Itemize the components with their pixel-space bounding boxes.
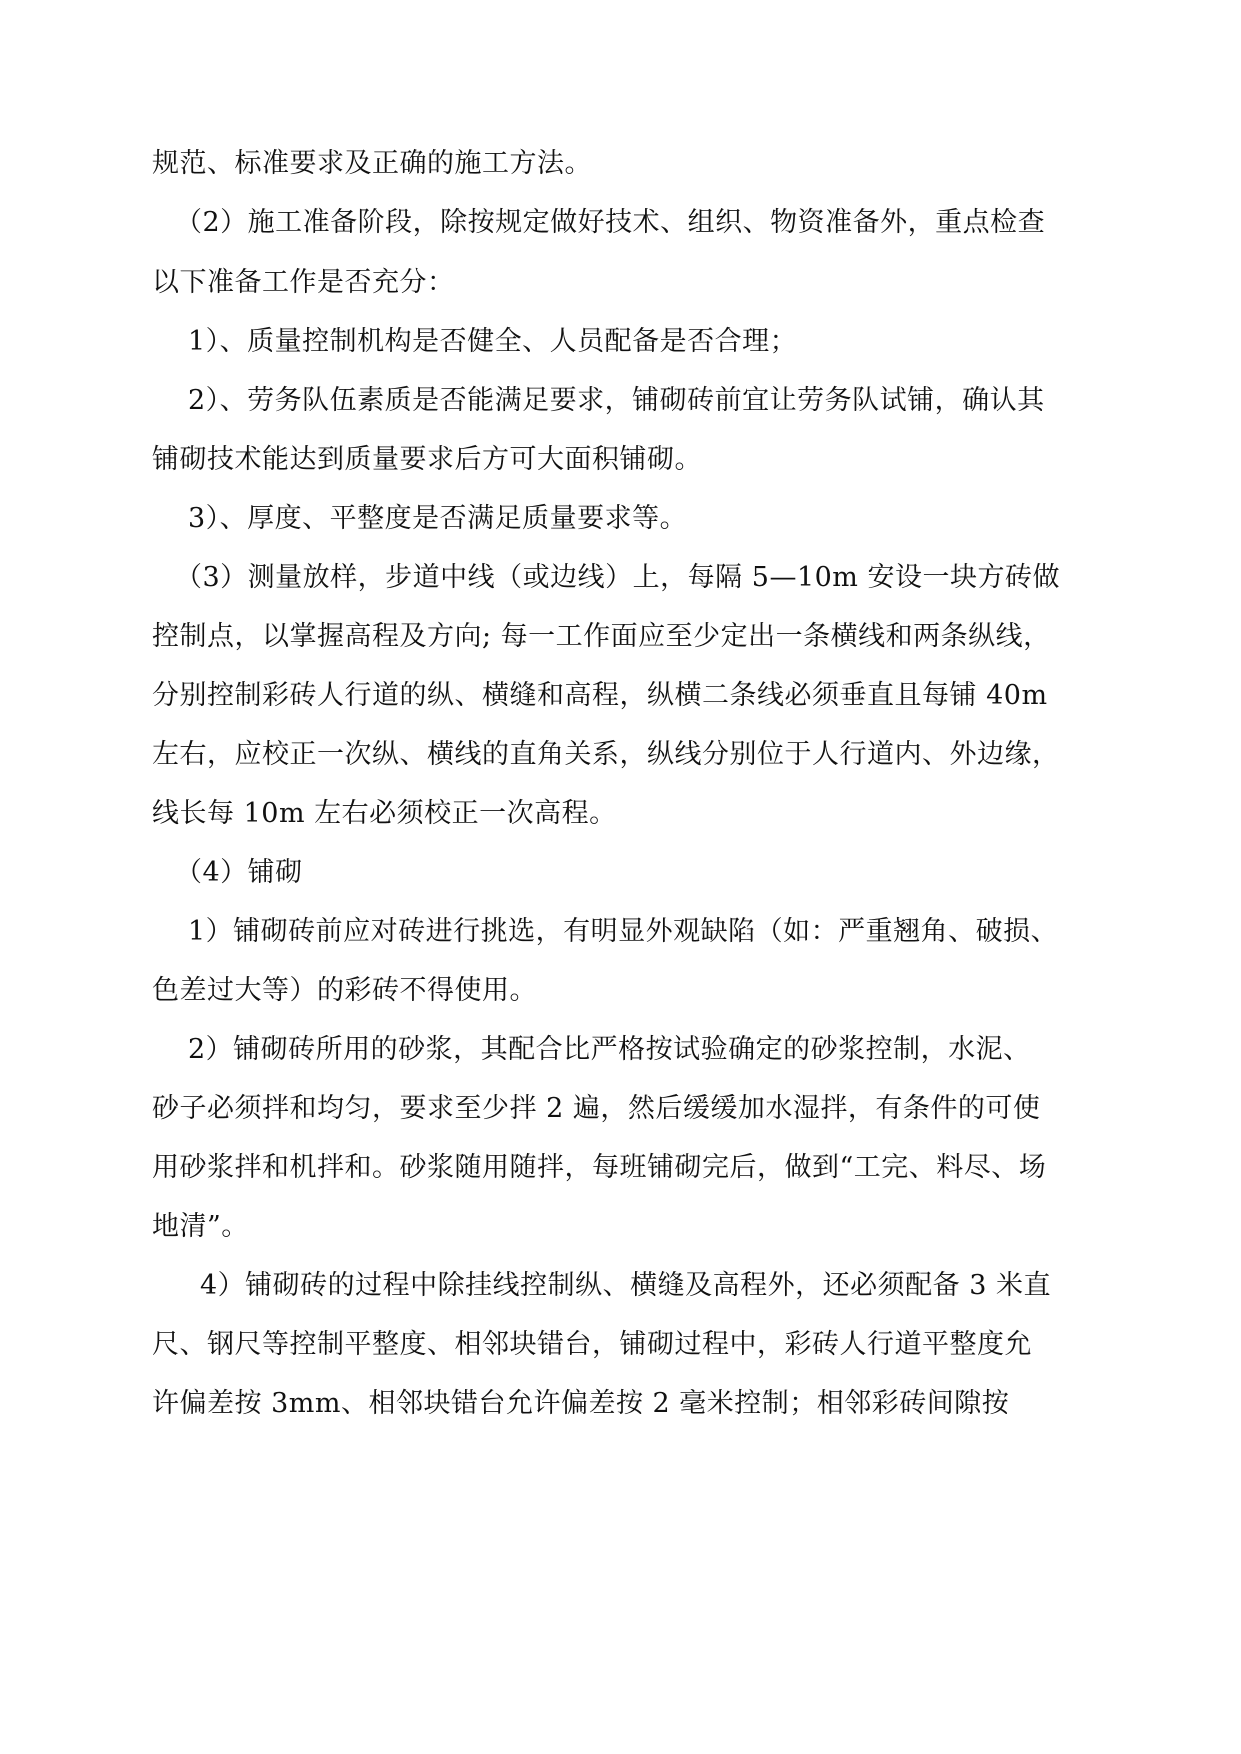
paragraph-3-line-1: （3）测量放样，步道中线（或边线）上，每隔 5—10m 安设一块方砖做	[175, 562, 1060, 593]
paragraph-3-line-2: 控制点，以掌握高程及方向; 每一工作面应至少定出一条横线和两条纵线，	[152, 621, 1051, 652]
sub-item-2-line-1: 2）铺砌砖所用的砂浆，其配合比严格按试验确定的砂浆控制，水泥、	[188, 1034, 1031, 1065]
paragraph-3-line-5: 线长每 10m 左右必须校正一次高程。	[152, 798, 617, 829]
sub-item-4-line-1: 4）铺砌砖的过程中除挂线控制纵、横缝及高程外，还必须配备 3 米直	[200, 1270, 1052, 1301]
text-line-1: 规范、标准要求及正确的施工方法。	[152, 148, 592, 179]
paragraph-3-line-4: 左右，应校正一次纵、横线的直角关系，纵线分别位于人行道内、外边缘，	[152, 739, 1060, 770]
sub-item-2-line-3: 用砂浆拌和机拌和。砂浆随用随拌，每班铺砌完后，做到“工完、料尽、场	[152, 1152, 1047, 1183]
sub-item-1-line-1: 1）铺砌砖前应对砖进行挑选，有明显外观缺陷（如：严重翘角、破损、	[188, 916, 1059, 947]
paragraph-2-line-1: （2）施工准备阶段，除按规定做好技术、组织、物资准备外，重点检查	[175, 207, 1046, 238]
section-heading-4: （4）铺砌	[175, 857, 303, 888]
list-item-1: 1）、质量控制机构是否健全、人员配备是否合理；	[188, 326, 798, 357]
paragraph-3-line-3: 分别控制彩砖人行道的纵、横缝和高程，纵横二条线必须垂直且每铺 40m	[152, 680, 1048, 711]
sub-item-4-line-3: 许偏差按 3mm、相邻块错台允许偏差按 2 毫米控制；相邻彩砖间隙按	[152, 1388, 1010, 1419]
sub-item-4-line-2: 尺、钢尺等控制平整度、相邻块错台，铺砌过程中，彩砖人行道平整度允	[152, 1329, 1032, 1360]
sub-item-2-line-4: 地清”。	[152, 1211, 249, 1242]
list-item-3: 3）、厚度、平整度是否满足质量要求等。	[188, 503, 688, 534]
sub-item-1-line-2: 色差过大等）的彩砖不得使用。	[152, 975, 537, 1006]
paragraph-2-line-2: 以下准备工作是否充分：	[152, 267, 455, 298]
list-item-2-line-2: 铺砌技术能达到质量要求后方可大面积铺砌。	[152, 444, 702, 475]
list-item-2-line-1: 2）、劳务队伍素质是否能满足要求，铺砌砖前宜让劳务队试铺，确认其	[188, 385, 1045, 416]
sub-item-2-line-2: 砂子必须拌和均匀，要求至少拌 2 遍，然后缓缓加水湿拌，有条件的可使	[152, 1093, 1041, 1124]
